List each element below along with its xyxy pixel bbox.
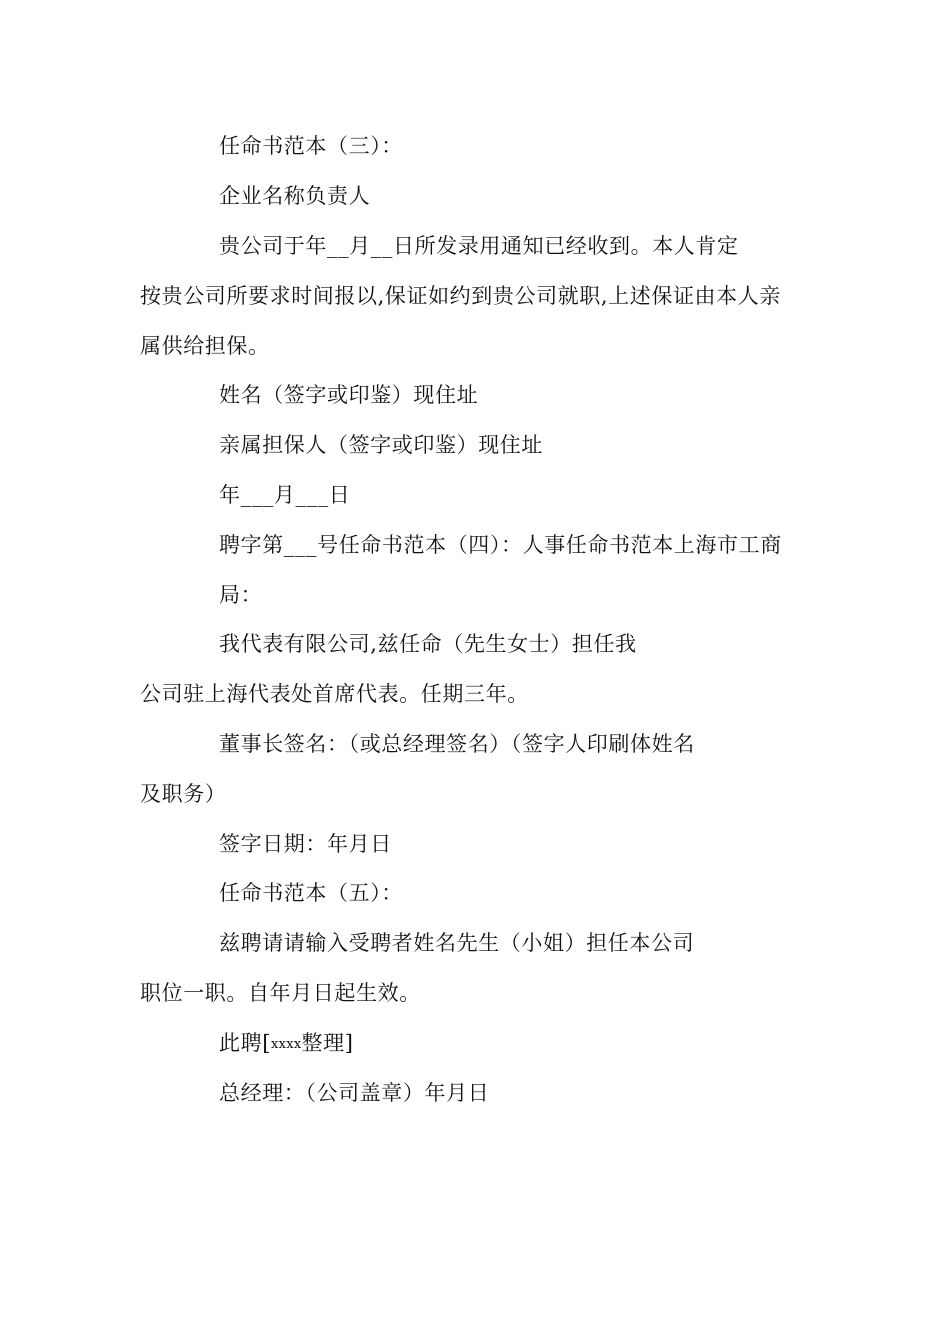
hereby-appoint-line xyxy=(219,1030,354,1058)
heading-section-5: 任命书范本（五）： xyxy=(219,881,403,905)
paragraph-line: 贵公司于年__月__日所发录用通知已经收到。本人肯定 xyxy=(219,234,739,258)
general-manager-line: 总经理：（公司盖章）年月日 xyxy=(219,1081,490,1105)
organized-text: 整理] xyxy=(301,1031,354,1055)
guarantor-signature-line: 亲属担保人（签字或印鉴）现住址 xyxy=(219,433,543,457)
chairman-signature-line: 董事长签名：（或总经理签名）（签字人印刷体姓名 xyxy=(219,732,695,756)
paragraph-line: 属供给担保。 xyxy=(140,334,270,358)
paragraph-line: 我代表有限公司,兹任命（先生女士）担任我 xyxy=(219,632,637,656)
date-line: 年___月___日 xyxy=(219,483,351,507)
paragraph-line: 按贵公司所要求时间报以,保证如约到贵公司就职,上述保证由本人亲 xyxy=(140,284,781,308)
heading-section-4: 聘字第___号任命书范本（四）：人事任命书范本上海市工商 xyxy=(219,533,782,557)
signature-date-line: 签字日期：年月日 xyxy=(219,832,392,856)
addressee-line: 企业名称负责人 xyxy=(219,184,371,208)
placeholder-text: xxxx xyxy=(271,1037,302,1052)
paragraph-line: 兹聘请请输入受聘者姓名先生（小姐）担任本公司 xyxy=(219,931,695,955)
bracket-open: [ xyxy=(262,1031,271,1055)
addressee-line: 局： xyxy=(219,583,263,607)
hereby-appoint-text: 此聘 xyxy=(219,1031,263,1055)
signature-name-line: 姓名（签字或印鉴）现住址 xyxy=(219,383,479,407)
paragraph-line: 职位一职。自年月日起生效。 xyxy=(140,981,421,1005)
paragraph-line: 公司驻上海代表处首席代表。任期三年。 xyxy=(140,682,529,706)
paragraph-line: 及职务） xyxy=(140,782,227,806)
heading-section-3: 任命书范本（三）： xyxy=(219,134,403,158)
